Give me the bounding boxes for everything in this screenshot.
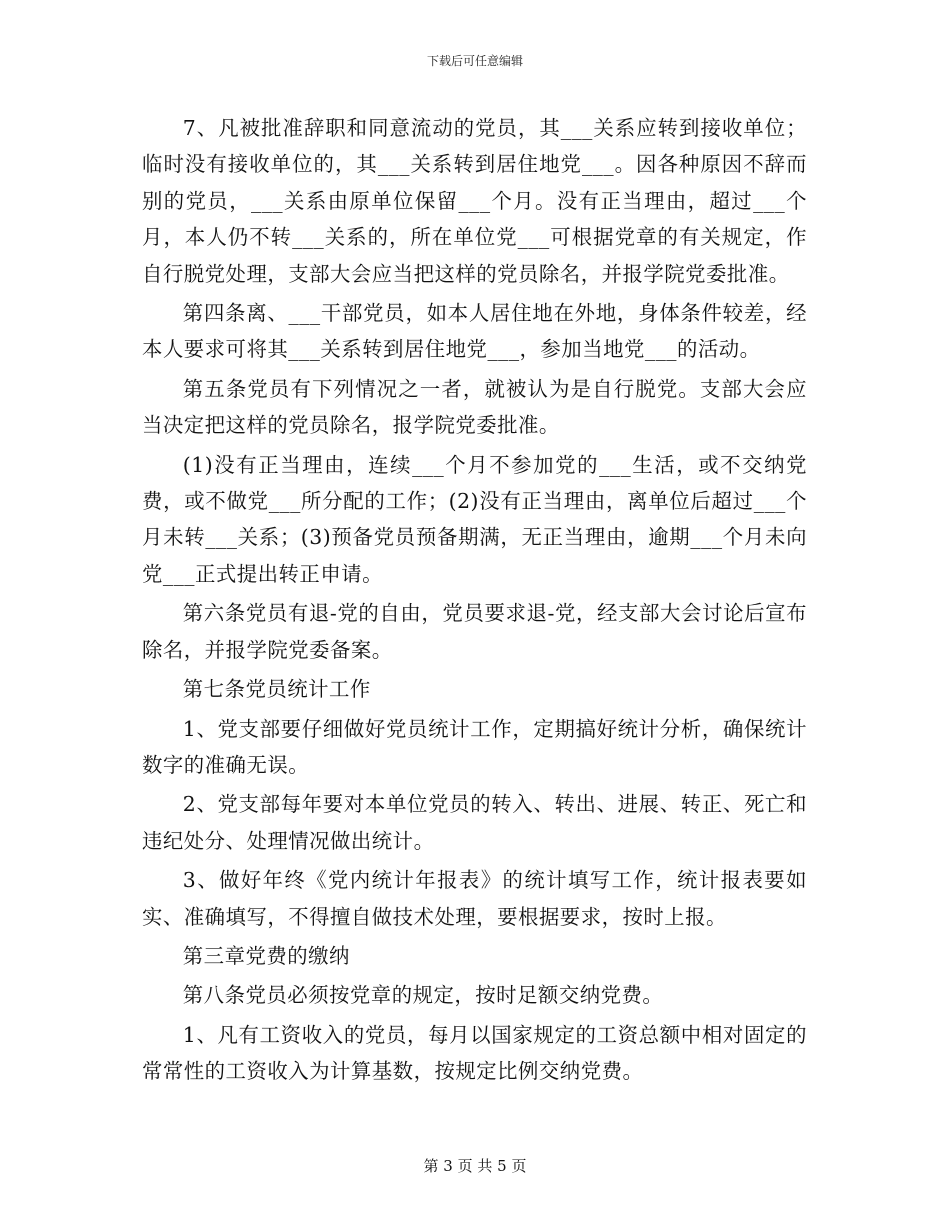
- page-header: 下载后可任意编辑: [426, 54, 523, 68]
- paragraph-fee-1: 1、凡有工资收入的党员，每月以国家规定的工资总额中相对固定的常常性的工资收入为计算基数，按规定比例交纳党费。: [142, 1022, 807, 1084]
- paragraph-article-5: 第五条党员有下列情况之一者，就被认为是自行脱党。支部大会应当决定把这样的党员除名，报学院党委批准。: [142, 376, 807, 438]
- paragraph-article-8: 第八条党员必须按党章的规定，按时足额交纳党费。: [182, 983, 664, 1008]
- page-footer: 第 3 页 共 5 页: [423, 1157, 527, 1175]
- paragraph-article-7-heading: 第七条党员统计工作: [182, 677, 371, 702]
- paragraph-article-6: 第六条党员有退-党的自由，党员要求退-党，经支部大会讨论后宣布除名，并报学院党委备案。: [142, 601, 807, 662]
- paragraph-article-5-cases: (1)没有正当理由，连续___个月不参加党的___生活，或不交纳党费，或不做党___所分配的工作；(2)没有正当理由，离单位后超过___个月未转___关系；(3)预备党员预备期满，无正当理由，逾期___个月未向党___正式提出转正申请。: [142, 452, 807, 586]
- document-body: [142, 110, 807, 1090]
- paragraph-item-7: 7、凡被批准辞职和同意流动的党员，其___关系应转到接收单位；临时没有接收单位的，其___关系转到居住地党___。因各种原因不辞而别的党员，___关系由原单位保留___个月。没有正当理由，超过___个月，本人仍不转___关系的，所在单位党___可根据党章的有关规定，作自行脱党处理，支部大会应当把这样的党员除名，并报学院党委批准。: [142, 116, 807, 286]
- paragraph-stat-1: 1、党支部要仔细做好党员统计工作，定期搞好统计分析，确保统计数字的准确无误。: [142, 716, 807, 777]
- paragraph-stat-2: 2、党支部每年要对本单位党员的转入、转出、进展、转正、死亡和违纪处分、处理情况做出统计。: [142, 792, 807, 853]
- chapter-3-heading: 第三章党费的缴纳: [182, 943, 350, 968]
- paragraph-stat-3: 3、做好年终《党内统计年报表》的统计填写工作，统计报表要如实、准确填写，不得擅自做技术处理，要根据要求，按时上报。: [142, 868, 807, 929]
- paragraph-article-4: 第四条离、___干部党员，如本人居住地在外地，身体条件较差，经本人要求可将其___关系转到居住地党___，参加当地党___的活动。: [142, 301, 807, 362]
